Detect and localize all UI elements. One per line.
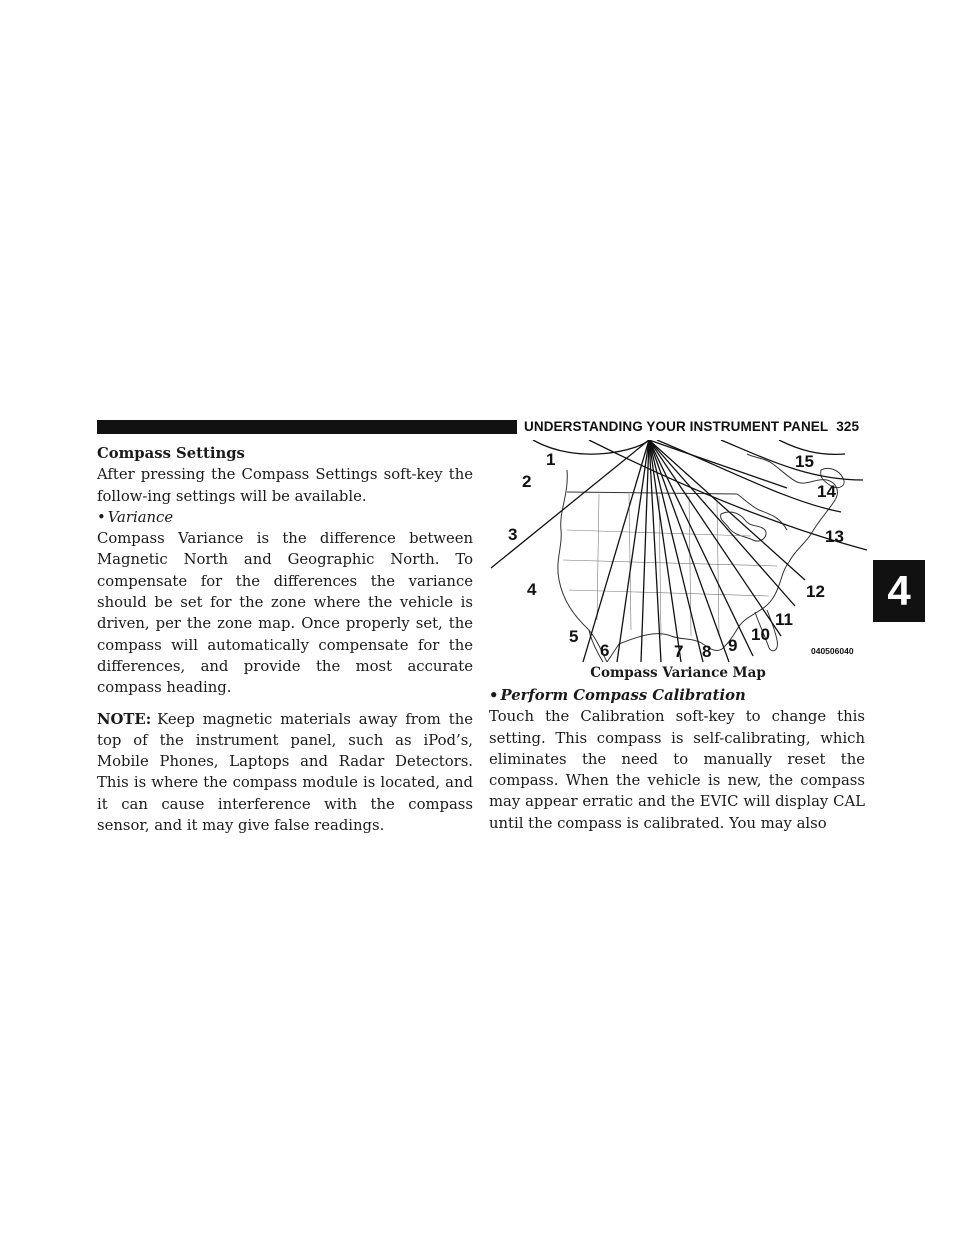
zone-label-12: 12 xyxy=(806,582,825,601)
zone-label-11: 11 xyxy=(775,610,793,629)
zone-label-3: 3 xyxy=(508,525,518,544)
zone-line xyxy=(583,440,649,662)
calibration-paragraph: Touch the Calibration soft-key to change this setting. This compass is self-calibrating, which eliminates the need to manually reset the compass. When the vehicle is new, the compass may appear erratic and the EVIC will display CAL until the compass is calibrated. You may also xyxy=(489,708,865,832)
section-title: UNDERSTANDING YOUR INSTRUMENT PANEL xyxy=(524,419,829,434)
zone-label-14: 14 xyxy=(817,482,836,501)
left-column xyxy=(97,443,473,836)
coastline-west xyxy=(558,470,610,662)
zone-label-5: 5 xyxy=(569,627,579,646)
zone-label-15: 15 xyxy=(795,452,814,471)
bullet-variance-label: Variance xyxy=(107,508,174,526)
state-border-line xyxy=(689,496,691,636)
zone-label-10: 10 xyxy=(751,625,770,644)
zone-label-9: 9 xyxy=(728,636,738,655)
state-borders xyxy=(563,494,777,636)
map-landmass xyxy=(558,454,844,662)
compass-variance-map xyxy=(489,440,867,662)
zone-label-4: 4 xyxy=(527,580,537,599)
zone-label-13: 13 xyxy=(825,527,844,546)
zone-label-2: 2 xyxy=(522,472,532,491)
right-column xyxy=(489,685,865,834)
zone-line xyxy=(649,440,781,636)
page-number: 325 xyxy=(836,419,860,434)
state-border-line xyxy=(717,500,719,636)
zone-label-8: 8 xyxy=(702,642,712,661)
compass-variance-map-svg xyxy=(489,440,867,662)
running-header xyxy=(524,419,859,434)
bullet-dot-icon: • xyxy=(97,508,106,526)
bullet-dot-icon: • xyxy=(489,687,499,704)
note-paragraph xyxy=(97,709,473,837)
zone-line xyxy=(617,440,649,662)
zone-label-6: 6 xyxy=(600,641,610,660)
great-lakes xyxy=(721,512,766,541)
zone-label-7: 7 xyxy=(674,642,684,661)
bullet-variance xyxy=(97,507,473,528)
bullet-calibration-label: Perform Compass Calibration xyxy=(500,687,746,704)
chapter-tab: 4 xyxy=(873,560,925,622)
zone-line xyxy=(649,440,805,580)
zone-lines xyxy=(491,440,867,662)
figure-caption: Compass Variance Map xyxy=(590,665,766,681)
state-border-line xyxy=(597,494,599,620)
bullet-calibration xyxy=(489,685,865,706)
zone-line xyxy=(641,440,649,662)
zone-label-1: 1 xyxy=(546,450,556,469)
header-rule xyxy=(97,420,517,434)
note-text: Keep magnetic materials away from the top of the instrument panel, such as iPod’s, Mobile Phones, Laptops and Radar Detectors. This is where the compass module is located, and it can cause interference with the compass sensor, and it may give false readings. xyxy=(97,710,473,835)
section-heading: Compass Settings xyxy=(97,445,245,462)
zone-line xyxy=(491,440,649,568)
zone-line xyxy=(657,440,841,512)
state-border-line xyxy=(563,560,777,566)
intro-paragraph: After pressing the Compass Settings soft-key the follow-ing settings will be available. xyxy=(97,466,473,505)
state-border-line xyxy=(569,590,769,596)
figure-code: 040506040 xyxy=(811,646,854,656)
state-border-line xyxy=(567,530,751,536)
note-label: NOTE: xyxy=(97,710,152,728)
variance-paragraph: Compass Variance is the difference between Magnetic North and Geographic North. To compensate for the differences the variance should be set for the zone where the vehicle is driven, per the zone map. Once properly set, the compass will automatically compensate for the differences, and provide the most accurate compass heading. xyxy=(97,530,473,697)
